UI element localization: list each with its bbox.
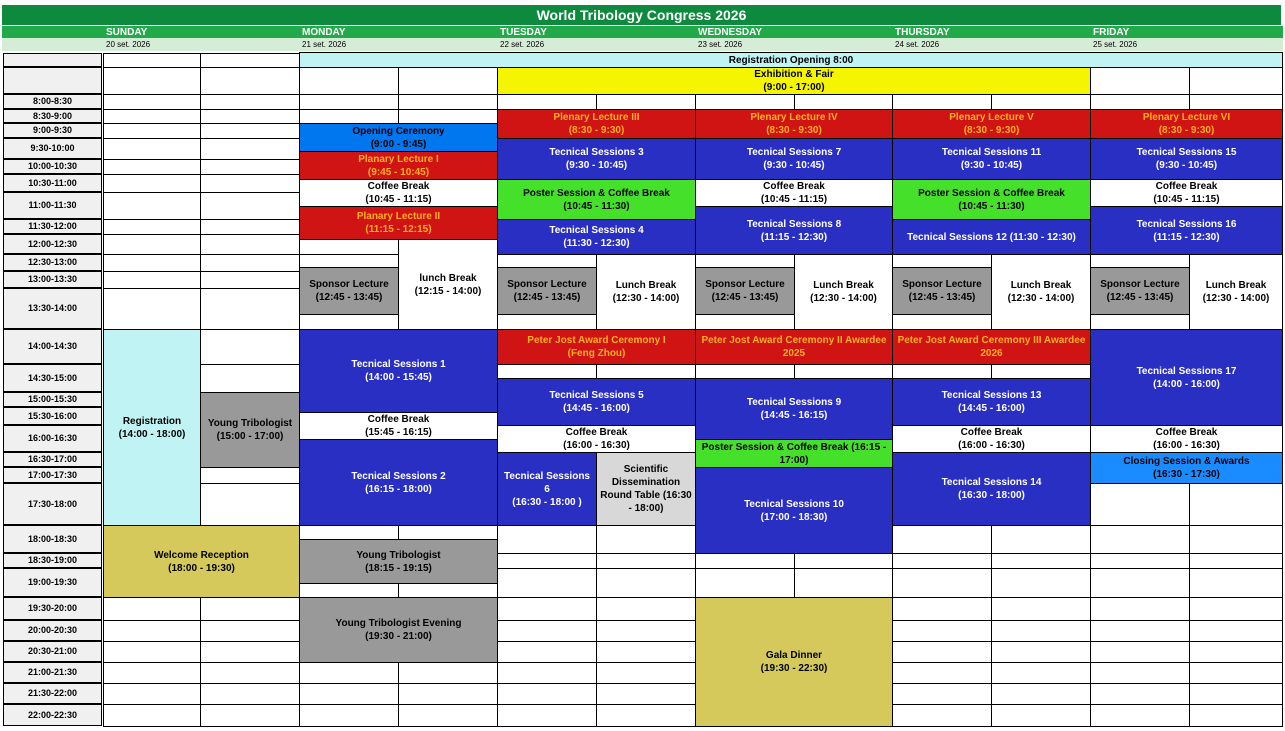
time-slot: 22:00-22:30 [3, 704, 102, 726]
time-slot: 12:00-12:30 [3, 234, 102, 254]
event-sun-welcome-reception: Welcome Reception (18:00 - 19:30) [103, 525, 300, 598]
time-slot: 13:30-14:00 [3, 288, 102, 329]
event-fri-coffee-2: Coffee Break (16:00 - 16:30) [1090, 425, 1283, 453]
day-date-monday: 21 set. 2026 [299, 38, 497, 51]
time-slot: 9:00-9:30 [3, 123, 102, 138]
time-slot: 16:30-17:00 [3, 452, 102, 467]
event-thu-sponsor: Sponsor Lecture (12:45 - 13:45) [892, 267, 992, 315]
time-slot: 11:00-11:30 [3, 192, 102, 219]
event-thu-poster: Poster Session & Coffee Break (10:45 - 11:30) [892, 179, 1091, 220]
event-mon-plenary-1: Planary Lecture I (9:45 - 10:45) [299, 151, 498, 180]
event-tue-sessions-3: Tecnical Sessions 3 (9:30 - 10:45) [497, 138, 696, 180]
event-registration-opening: Registration Opening 8:00 [299, 52, 1283, 68]
day-date-friday: 25 set. 2026 [1090, 38, 1283, 51]
event-tue-sponsor: Sponsor Lecture (12:45 - 13:45) [497, 267, 597, 315]
event-fri-coffee-1: Coffee Break (10:45 - 11:15) [1090, 179, 1283, 207]
time-slot: 10:00-10:30 [3, 159, 102, 174]
event-thu-coffee: Coffee Break (16:00 - 16:30) [892, 425, 1091, 453]
event-wed-plenary-4: Plenary Lecture IV (8:30 - 9:30) [695, 109, 893, 139]
time-slot: 11:30-12:00 [3, 219, 102, 234]
event-tue-sessions-4: Tecnical Sessions 4 (11:30 - 12:30) [497, 219, 696, 255]
event-mon-sessions-2: Tecnical Sessions 2 (16:15 - 18:00) [299, 439, 498, 526]
event-wed-sessions-9: Tecnical Sessions 9 (14:45 - 16:15) [695, 378, 893, 440]
event-fri-plenary-6: Plenary Lecture VI (8:30 - 9:30) [1090, 109, 1283, 139]
event-mon-opening-ceremony: Opening Ceremony (9:00 - 9:45) [299, 123, 498, 152]
time-slot: 19:30-20:00 [3, 597, 102, 620]
event-mon-young-evening: Young Tribologist Evening (19:30 - 21:00) [299, 597, 498, 663]
event-thu-award: Peter Jost Award Ceremony III Awardee 2026 [892, 329, 1091, 365]
day-date-thursday: 24 set. 2026 [892, 38, 1090, 51]
event-fri-sessions-15: Tecnical Sessions 15 (9:30 - 10:45) [1090, 138, 1283, 180]
time-slot: 20:30-21:00 [3, 641, 102, 662]
event-mon-plenary-2: Planary Lecture II (11:15 - 12:15) [299, 206, 498, 240]
event-mon-sessions-1: Tecnical Sessions 1 (14:00 - 15:45) [299, 329, 498, 413]
event-wed-award: Peter Jost Award Ceremony II Awardee 2025 [695, 329, 893, 365]
event-thu-plenary-5: Plenary Lecture V (8:30 - 9:30) [892, 109, 1091, 139]
day-name-thursday: THURSDAY [892, 26, 1090, 38]
event-thu-sessions-11: Tecnical Sessions 11 (9:30 - 10:45) [892, 138, 1091, 180]
event-exhibition: Exhibition & Fair (9:00 - 17:00) [497, 67, 1091, 95]
time-slot: 18:30-19:00 [3, 553, 102, 568]
time-slot: 18:00-18:30 [3, 525, 102, 553]
event-tue-plenary-3: Plenary Lecture III (8:30 - 9:30) [497, 109, 696, 139]
time-slot: 9:30-10:00 [3, 138, 102, 159]
event-fri-lunch: Lunch Break (12:30 - 14:00) [1189, 254, 1283, 330]
time-slot: 15:00-15:30 [3, 392, 102, 407]
day-name-sunday: SUNDAY [103, 26, 299, 38]
event-mon-coffee-1: Coffee Break (10:45 - 11:15) [299, 179, 498, 207]
day-name-friday: FRIDAY [1090, 26, 1283, 38]
event-tue-award: Peter Jost Award Ceremony I (Feng Zhou) [497, 329, 696, 365]
time-slot: 14:00-14:30 [3, 329, 102, 364]
event-fri-sessions-17: Tecnical Sessions 17 (14:00 - 16:00) [1090, 329, 1283, 426]
event-mon-coffee-2: Coffee Break (15:45 - 16:15) [299, 412, 498, 440]
event-wed-coffee-1: Coffee Break (10:45 - 11:15) [695, 179, 893, 207]
time-slot: 20:00-20:30 [3, 620, 102, 641]
event-thu-sessions-14: Tecnical Sessions 14 (16:30 - 18:00) [892, 452, 1091, 526]
event-thu-sessions-13: Tecnical Sessions 13 (14:45 - 16:00) [892, 378, 1091, 426]
event-mon-young-tribologist: Young Tribologist (18:15 - 19:15) [299, 539, 498, 584]
time-slot: 19:00-19:30 [3, 568, 102, 597]
day-date-tuesday: 22 set. 2026 [497, 38, 695, 51]
time-slot: 17:00-17:30 [3, 467, 102, 483]
time-slot: 14:30-15:00 [3, 364, 102, 392]
time-slot: 10:30-11:00 [3, 174, 102, 192]
event-wed-sessions-10: Tecnical Sessions 10 (17:00 - 18:30) [695, 467, 893, 554]
event-wed-sessions-7: Tecnical Sessions 7 (9:30 - 10:45) [695, 138, 893, 180]
event-thu-sessions-12: Tecnical Sessions 12 (11:30 - 12:30) [892, 219, 1091, 255]
page-title: World Tribology Congress 2026 [2, 5, 1281, 25]
event-wed-sessions-8: Tecnical Sessions 8 (11:15 - 12:30) [695, 206, 893, 255]
event-wed-poster: Poster Session & Coffee Break (16:15 - 17:00) [695, 439, 893, 468]
time-slot: 15:30-16:00 [3, 407, 102, 425]
event-sun-young-tribologist: Young Tribologist (15:00 - 17:00) [200, 392, 300, 468]
day-date-sunday: 20 set. 2026 [103, 38, 299, 51]
day-name-wednesday: WEDNESDAY [695, 26, 892, 38]
event-tue-coffee: Coffee Break (16:00 - 16:30) [497, 425, 696, 453]
event-tue-round-table: Scientific Dissemination Round Table (16:30 - 18:00) [596, 452, 696, 526]
event-wed-lunch: Lunch Break (12:30 - 14:00) [794, 254, 893, 330]
event-wed-gala-dinner: Gala Dinner (19:30 - 22:30) [695, 597, 893, 727]
time-slot: 17:30-18:00 [3, 483, 102, 525]
event-fri-sponsor: Sponsor Lecture (12:45 - 13:45) [1090, 267, 1190, 315]
event-fri-closing: Closing Session & Awards (16:30 - 17:30) [1090, 452, 1283, 484]
event-mon-lunch: lunch Break (12:15 - 14:00) [398, 239, 498, 330]
time-slot: 16:00-16:30 [3, 425, 102, 452]
event-wed-sponsor: Sponsor Lecture (12:45 - 13:45) [695, 267, 795, 315]
day-date-wednesday: 23 set. 2026 [695, 38, 892, 51]
event-tue-lunch: Lunch Break (12:30 - 14:00) [596, 254, 696, 330]
event-tue-sessions-6: Tecnical Sessions 6 (16:30 - 18:00 ) [497, 452, 597, 526]
day-name-monday: MONDAY [299, 26, 497, 38]
time-slot: 13:00-13:30 [3, 271, 102, 288]
event-fri-sessions-16: Tecnical Sessions 16 (11:15 - 12:30) [1090, 206, 1283, 255]
day-name-tuesday: TUESDAY [497, 26, 695, 38]
time-slot: 21:30-22:00 [3, 683, 102, 704]
event-thu-lunch: Lunch Break (12:30 - 14:00) [991, 254, 1091, 330]
time-slot: 12:30-13:00 [3, 254, 102, 271]
event-tue-poster: Poster Session & Coffee Break (10:45 - 11:30) [497, 179, 696, 220]
event-mon-sponsor: Sponsor Lecture (12:45 - 13:45) [299, 267, 399, 315]
time-slot: 8:00-8:30 [3, 94, 102, 109]
time-slot: 8:30-9:00 [3, 109, 102, 123]
event-sun-registration: Registration (14:00 - 18:00) [103, 329, 201, 526]
event-tue-sessions-5: Tecnical Sessions 5 (14:45 - 16:00) [497, 378, 696, 426]
time-slot: 21:00-21:30 [3, 662, 102, 683]
